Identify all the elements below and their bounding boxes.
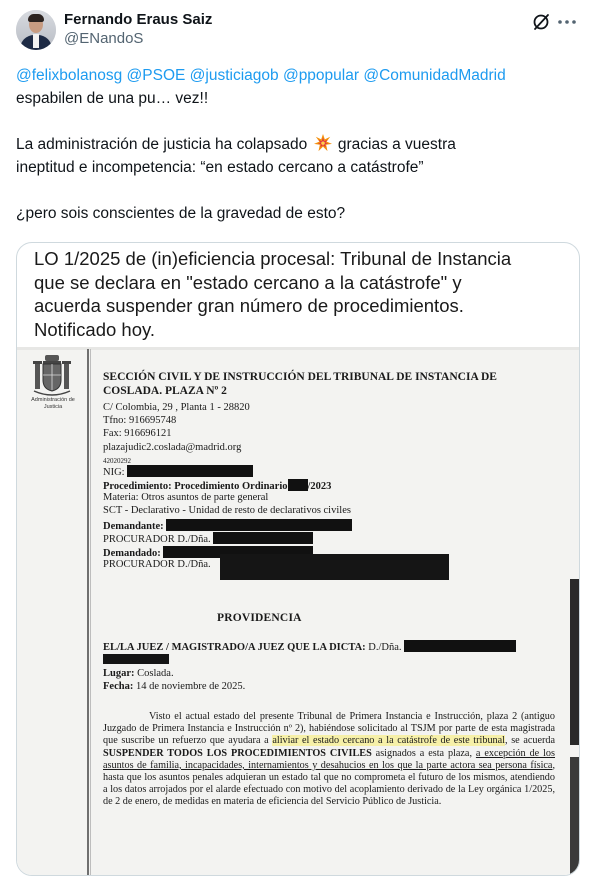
redaction (213, 532, 313, 544)
document-materia: Materia: Otros asuntos de parte general (103, 492, 269, 503)
fecha-value: 14 de noviembre de 2025. (135, 681, 246, 692)
document-email: plazajudic2.coslada@madrid.org (103, 442, 242, 453)
coat-of-arms-icon (32, 353, 72, 399)
caption-line: LO 1/2025 de (in)eficiencia procesal: Tribunal de Instancia (34, 248, 512, 269)
document-demandante (103, 519, 352, 533)
author-name[interactable]: Fernando Eraus Saiz (64, 11, 213, 28)
mention-link[interactable]: @ppopular (282, 67, 360, 84)
lugar-value: Coslada. (137, 668, 174, 679)
procedimiento-year: /2023 (307, 481, 332, 492)
redaction (305, 554, 449, 580)
document-procedimiento (103, 479, 331, 493)
redaction (220, 554, 306, 580)
body-bold: SUSPENDER TODOS LOS PROCEDIMIENTOS CIVILES (103, 747, 372, 759)
body-text: , hasta que los asuntos penales adquieran un estado tal que no comprometa el futuro de los mismos, atendiendo a los datos arrojados por el alarde efectuado con motivo del acoplamiento derivado de la Ley orgánica 1/2025, de 2 de enero, de medidas en materia de eficiencia del Servicio Público de Justicia. (103, 759, 555, 808)
tweet-text (16, 64, 576, 225)
mention-link[interactable]: @justiciagob (189, 67, 279, 84)
mention-link[interactable]: @felixbolanosg (16, 67, 123, 84)
document-heading: SECCIÓN CIVIL Y DE INSTRUCCIÓN DEL TRIBUNAL DE INSTANCIA DE COSLADA. PLAZA Nº 2 (103, 371, 497, 397)
caption-line: acuerda suspender gran número de procedimientos. (34, 295, 464, 316)
redaction (288, 479, 308, 491)
tweet-header (16, 8, 578, 50)
procurador-label: PROCURADOR D./Dña. (103, 559, 211, 570)
body-text: Visto el actual estado del presente Tribunal de Primera Instancia e Instrucción, plaza 2 (antiguo Juzgado de Primera Instancia e Instrucción nº 2), habiéndose solicitado al TSJM por parte de esta magistrada que suscribe un refuerzo que ayudara a (103, 711, 555, 747)
tweet-line (16, 133, 576, 156)
document-lugar (103, 668, 174, 680)
mention-link[interactable]: @ComunidadMadrid (363, 67, 506, 84)
mention-link[interactable]: @PSOE (126, 67, 186, 84)
fecha-label: Fecha: (103, 681, 134, 692)
document-code: 42020292 (103, 457, 131, 465)
document-fecha (103, 681, 245, 693)
redaction (404, 640, 516, 652)
juez-label: EL/LA JUEZ / MAGISTRADO/A JUEZ QUE LA DICTA: (103, 642, 366, 653)
demandado-label: Demandado: (103, 548, 161, 559)
collision-emoji-icon (314, 134, 332, 152)
more-icon[interactable] (556, 12, 578, 32)
procurador-label: PROCURADOR D./Dña. (103, 534, 211, 545)
document-procurador-1 (103, 532, 313, 546)
tweet-line-part: La administración de justicia ha colapsado (16, 136, 308, 153)
lugar-label: Lugar: (103, 668, 135, 679)
redaction (166, 519, 352, 531)
body-underlined: a excepción de los asuntos de familia, incapacidades, internamientos y desahucios en los que la parte actora sea persona física (103, 747, 555, 771)
redaction (103, 654, 169, 664)
document-sct: SCT - Declarativo - Unidad de resto de declarativos civiles (103, 505, 351, 516)
scan-edge-shadow (570, 579, 579, 745)
document-address: C/ Colombia, 29 , Planta 1 - 28820 (103, 402, 250, 413)
crest-label: Administración de Justicia (31, 397, 75, 410)
grok-icon[interactable] (531, 12, 551, 32)
document-procurador-2 (103, 559, 211, 571)
document-fax: Fax: 916696121 (103, 428, 172, 439)
document-phone: Tfno: 916695748 (103, 415, 177, 426)
document-juez (103, 640, 516, 654)
body-text: , se acuerda (504, 735, 556, 747)
tweet-media[interactable] (16, 242, 580, 876)
caption-line: que se declara en "estado cercano a la catástrofe" y (34, 271, 462, 293)
document-nig (103, 465, 253, 479)
demandante-label: Demandante: (103, 521, 164, 532)
author-handle[interactable]: @ENandoS (64, 30, 144, 47)
tweet-line-part: gracias a vuestra (337, 136, 456, 153)
juez-value: D./Dña. (368, 642, 402, 653)
document-body (103, 711, 555, 809)
caption-line: Notificado hoy. (34, 318, 155, 340)
document-scan (17, 347, 580, 876)
media-caption (34, 247, 554, 341)
scan-edge-shadow (570, 757, 579, 876)
tweet-line: ineptitud e incompetencia: “en estado cercano a catástrofe” (16, 159, 424, 176)
avatar[interactable] (16, 10, 56, 50)
nig-label: NIG: (103, 467, 125, 478)
mentions-line (16, 64, 576, 87)
tweet-line: espabilen de una pu… vez!! (16, 90, 209, 107)
document-title: PROVIDENCIA (217, 612, 302, 624)
body-text: asignados a esta plaza, (375, 747, 472, 759)
tweet-line: ¿pero sois conscientes de la gravedad de esto? (16, 205, 346, 222)
procedimiento-label: Procedimiento: Procedimiento Ordinario (103, 481, 288, 492)
body-highlight: aliviar el estado cercano a la catástrofe de este tribunal (272, 735, 505, 747)
redaction (127, 465, 253, 477)
